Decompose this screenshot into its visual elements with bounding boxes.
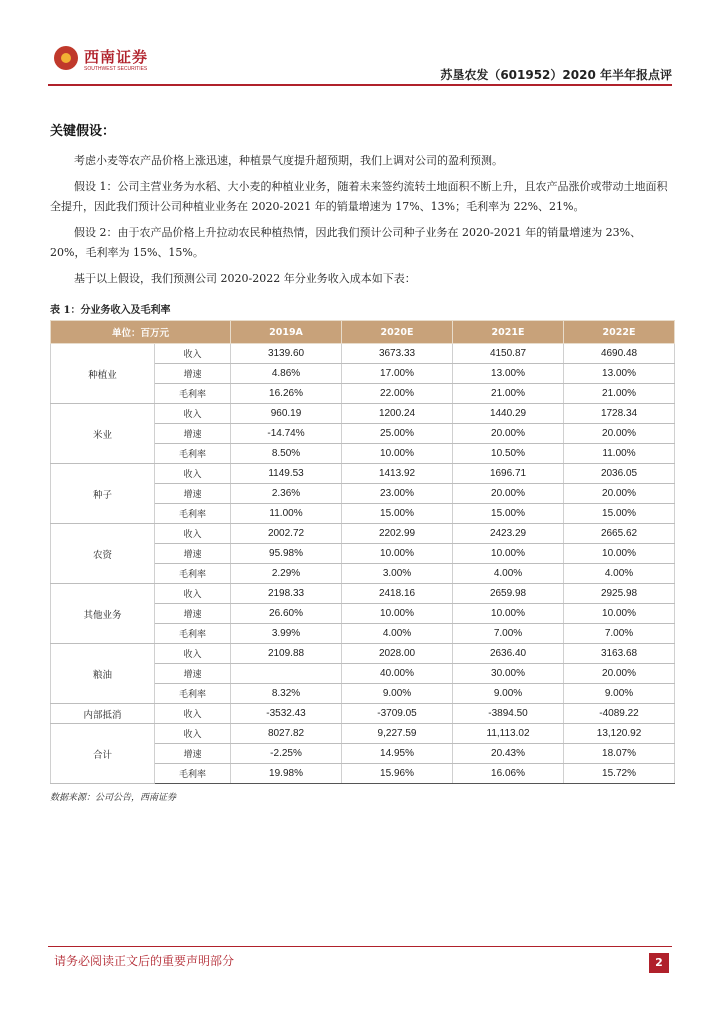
value-cell: 15.00% xyxy=(453,504,564,524)
value-cell: 13.00% xyxy=(564,364,675,384)
section-title: 关键假设： xyxy=(50,124,116,139)
table-row xyxy=(51,524,675,544)
table-row xyxy=(51,724,675,744)
value-cell: 22.00% xyxy=(342,384,453,404)
value-cell: 4.86% xyxy=(231,364,342,384)
metric-label-cell: 增速 xyxy=(155,744,231,764)
table-row xyxy=(51,584,675,604)
value-cell: 10.00% xyxy=(564,544,675,564)
value-cell: 21.00% xyxy=(453,384,564,404)
page-header xyxy=(0,0,724,86)
value-cell: 4690.48 xyxy=(564,344,675,364)
value-cell: 7.00% xyxy=(564,624,675,644)
value-cell: 2636.40 xyxy=(453,644,564,664)
report-title: 苏垦农发（601952）2020 年半年报点评 xyxy=(440,68,672,82)
value-cell: 2198.33 xyxy=(231,584,342,604)
footer-divider xyxy=(48,946,672,947)
unit-header: 单位：百万元 xyxy=(51,321,231,344)
value-cell: 2002.72 xyxy=(231,524,342,544)
value-cell: 9.00% xyxy=(342,684,453,704)
value-cell: 20.43% xyxy=(453,744,564,764)
value-cell: 2925.98 xyxy=(564,584,675,604)
value-cell: 3.99% xyxy=(231,624,342,644)
value-cell: 3139.60 xyxy=(231,344,342,364)
value-cell: 26.60% xyxy=(231,604,342,624)
page-number: 2 xyxy=(649,953,669,973)
metric-label-cell: 毛利率 xyxy=(155,624,231,644)
logo-emblem-icon xyxy=(54,46,78,70)
table-row xyxy=(51,644,675,664)
value-cell: 9.00% xyxy=(453,684,564,704)
table-row xyxy=(51,404,675,424)
value-cell: 1200.24 xyxy=(342,404,453,424)
value-cell: 4.00% xyxy=(342,624,453,644)
value-cell: 3673.33 xyxy=(342,344,453,364)
metric-label-cell: 收入 xyxy=(155,584,231,604)
value-cell: 2.36% xyxy=(231,484,342,504)
value-cell: 7.00% xyxy=(453,624,564,644)
value-cell: 19.98% xyxy=(231,764,342,784)
value-cell: 15.96% xyxy=(342,764,453,784)
year-header: 2022E xyxy=(564,321,675,344)
value-cell: 13,120.92 xyxy=(564,724,675,744)
footer-disclaimer: 请务必阅读正文后的重要声明部分 xyxy=(54,954,235,968)
value-cell: 1440.29 xyxy=(453,404,564,424)
value-cell: -14.74% xyxy=(231,424,342,444)
value-cell: 8027.82 xyxy=(231,724,342,744)
logo-english-name: SOUTHWEST SECURITIES xyxy=(84,66,148,72)
value-cell: -3532.43 xyxy=(231,704,342,724)
value-cell: 2109.88 xyxy=(231,644,342,664)
value-cell: 25.00% xyxy=(342,424,453,444)
metric-label-cell: 毛利率 xyxy=(155,764,231,784)
segment-name-cell: 米业 xyxy=(51,404,155,464)
value-cell: 2028.00 xyxy=(342,644,453,664)
value-cell: -4089.22 xyxy=(564,704,675,724)
value-cell: 20.00% xyxy=(453,424,564,444)
paragraph: 假设 2：由于农产品价格上升拉动农民种植热情，因此我们预计公司种子业务在 2020-2021 年的销量增速为 23%、20%，毛利率为 15%、15%。 xyxy=(50,226,642,259)
value-cell: 17.00% xyxy=(342,364,453,384)
value-cell: 11,113.02 xyxy=(453,724,564,744)
value-cell: 2423.29 xyxy=(453,524,564,544)
value-cell: 21.00% xyxy=(564,384,675,404)
value-cell xyxy=(231,664,342,684)
value-cell: 23.00% xyxy=(342,484,453,504)
metric-label-cell: 增速 xyxy=(155,604,231,624)
value-cell: 16.06% xyxy=(453,764,564,784)
main-content xyxy=(50,120,674,803)
value-cell: 2036.05 xyxy=(564,464,675,484)
value-cell: 11.00% xyxy=(564,444,675,464)
metric-label-cell: 收入 xyxy=(155,404,231,424)
year-header: 2021E xyxy=(453,321,564,344)
segment-name-cell: 其他业务 xyxy=(51,584,155,644)
value-cell: 2.29% xyxy=(231,564,342,584)
value-cell: 4.00% xyxy=(564,564,675,584)
value-cell: 2202.99 xyxy=(342,524,453,544)
value-cell: 4150.87 xyxy=(453,344,564,364)
value-cell: 9,227.59 xyxy=(342,724,453,744)
paragraph: 基于以上假设，我们预测公司 2020-2022 年分业务收入成本如下表： xyxy=(74,272,416,285)
value-cell: 10.50% xyxy=(453,444,564,464)
value-cell: 8.32% xyxy=(231,684,342,704)
company-logo xyxy=(54,44,174,76)
value-cell: 1149.53 xyxy=(231,464,342,484)
value-cell: 2418.16 xyxy=(342,584,453,604)
data-source-note: 数据来源：公司公告，西南证券 xyxy=(50,793,177,803)
logo-chinese-name: 西南证券 xyxy=(84,48,149,66)
metric-label-cell: 毛利率 xyxy=(155,504,231,524)
value-cell: 18.07% xyxy=(564,744,675,764)
value-cell: 15.00% xyxy=(564,504,675,524)
value-cell: 2665.62 xyxy=(564,524,675,544)
paragraph: 假设 1：公司主营业务为水稻、大小麦的种植业业务，随着未来签约流转土地面积不断上升，且农产品涨价或带动土地面积全提升，因此我们预计公司种植业业务在 2020-2021 年的销量增速为 17%、13%；毛利率为 22%、21%。 xyxy=(50,180,668,213)
segment-revenue-table xyxy=(50,320,675,784)
segment-name-cell: 合计 xyxy=(51,724,155,784)
metric-label-cell: 毛利率 xyxy=(155,684,231,704)
value-cell: 3.00% xyxy=(342,564,453,584)
table-body xyxy=(51,344,675,784)
metric-label-cell: 收入 xyxy=(155,724,231,744)
header-divider xyxy=(48,84,672,86)
value-cell: 8.50% xyxy=(231,444,342,464)
metric-label-cell: 收入 xyxy=(155,644,231,664)
value-cell: 16.26% xyxy=(231,384,342,404)
value-cell: 1696.71 xyxy=(453,464,564,484)
value-cell: -3894.50 xyxy=(453,704,564,724)
table-row xyxy=(51,704,675,724)
value-cell: 10.00% xyxy=(564,604,675,624)
table-title: 表 1：分业务收入及毛利率 xyxy=(50,305,171,316)
value-cell: 1413.92 xyxy=(342,464,453,484)
paragraph: 考虑小麦等农产品价格上涨迅速，种植景气度提升超预期，我们上调对公司的盈利预测。 xyxy=(74,154,503,167)
value-cell: 10.00% xyxy=(342,544,453,564)
segment-name-cell: 种植业 xyxy=(51,344,155,404)
value-cell: 20.00% xyxy=(564,484,675,504)
value-cell: 9.00% xyxy=(564,684,675,704)
metric-label-cell: 收入 xyxy=(155,704,231,724)
value-cell: 960.19 xyxy=(231,404,342,424)
value-cell: 2659.98 xyxy=(453,584,564,604)
value-cell: 30.00% xyxy=(453,664,564,684)
segment-name-cell: 粮油 xyxy=(51,644,155,704)
value-cell: 95.98% xyxy=(231,544,342,564)
value-cell: 15.00% xyxy=(342,504,453,524)
segment-name-cell: 农资 xyxy=(51,524,155,584)
metric-label-cell: 增速 xyxy=(155,364,231,384)
value-cell: 14.95% xyxy=(342,744,453,764)
metric-label-cell: 毛利率 xyxy=(155,444,231,464)
metric-label-cell: 收入 xyxy=(155,344,231,364)
metric-label-cell: 增速 xyxy=(155,544,231,564)
year-header: 2019A xyxy=(231,321,342,344)
value-cell: 10.00% xyxy=(453,604,564,624)
value-cell: 11.00% xyxy=(231,504,342,524)
value-cell: 4.00% xyxy=(453,564,564,584)
value-cell: -2.25% xyxy=(231,744,342,764)
metric-label-cell: 毛利率 xyxy=(155,564,231,584)
value-cell: 1728.34 xyxy=(564,404,675,424)
table-row xyxy=(51,464,675,484)
metric-label-cell: 增速 xyxy=(155,484,231,504)
segment-name-cell: 内部抵消 xyxy=(51,704,155,724)
metric-label-cell: 毛利率 xyxy=(155,384,231,404)
value-cell: 3163.68 xyxy=(564,644,675,664)
metric-label-cell: 收入 xyxy=(155,524,231,544)
segment-name-cell: 种子 xyxy=(51,464,155,524)
value-cell: 10.00% xyxy=(453,544,564,564)
value-cell: 20.00% xyxy=(564,424,675,444)
year-header: 2020E xyxy=(342,321,453,344)
metric-label-cell: 增速 xyxy=(155,664,231,684)
value-cell: 10.00% xyxy=(342,444,453,464)
value-cell: 40.00% xyxy=(342,664,453,684)
value-cell: 15.72% xyxy=(564,764,675,784)
value-cell: 20.00% xyxy=(453,484,564,504)
value-cell: -3709.05 xyxy=(342,704,453,724)
table-row xyxy=(51,344,675,364)
value-cell: 20.00% xyxy=(564,664,675,684)
table-header-row xyxy=(51,321,675,344)
metric-label-cell: 收入 xyxy=(155,464,231,484)
value-cell: 10.00% xyxy=(342,604,453,624)
metric-label-cell: 增速 xyxy=(155,424,231,444)
value-cell: 13.00% xyxy=(453,364,564,384)
